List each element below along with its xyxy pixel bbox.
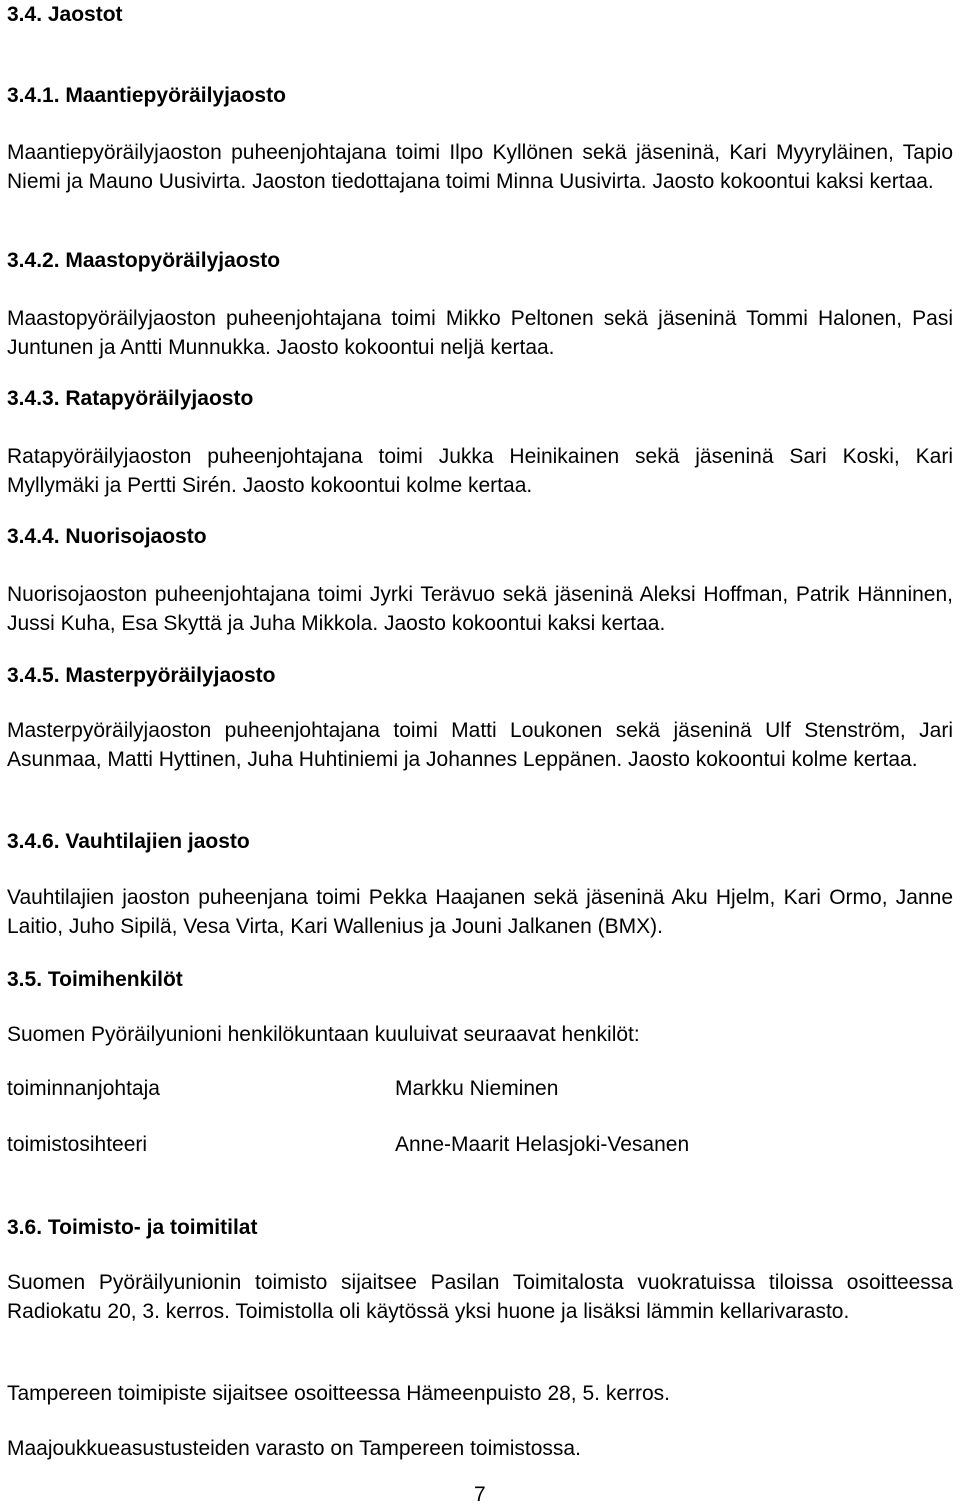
section-heading-3-4: 3.4. Jaostot: [7, 3, 123, 26]
paragraph-3-4-5: Masterpyöräilyjaoston puheenjohtajana toimi Matti Loukonen sekä jäseninä Ulf Stenström, Jari Asunmaa, Matti Hyttinen, Juha Huhtiniemi ja Johannes Leppänen. Jaosto kokoontui kolme kertaa.: [7, 719, 953, 771]
paragraph-3-4-4: Nuorisojaoston puheenjohtajana toimi Jyrki Terävuo sekä jäseninä Aleksi Hoffman, Patrik Hänninen, Jussi Kuha, Esa Skyttä ja Juha Mikkola. Jaosto kokoontui kaksi kertaa.: [7, 583, 953, 635]
section-heading-3-6: 3.6. Toimisto- ja toimitilat: [7, 1216, 258, 1239]
paragraph-3-6-storage: Maajoukkueasustusteiden varasto on Tampereen toimistossa.: [7, 1437, 581, 1460]
paragraph-3-6-tampere: Tampereen toimipiste sijaitsee osoitteessa Hämeenpuisto 28, 5. kerros.: [7, 1382, 670, 1405]
section-heading-3-5: 3.5. Toimihenkilöt: [7, 968, 183, 991]
staff-name: Markku Nieminen: [395, 1077, 559, 1100]
section-heading-3-4-1: 3.4.1. Maantiepyöräilyjaosto: [7, 84, 286, 107]
paragraph-3-6-office: Suomen Pyöräilyunionin toimisto sijaitsee Pasilan Toimitalosta vuokratuissa tiloissa osoitteessa Radiokatu 20, 3. kerros. Toimistolla oli käytössä yksi huone ja lisäksi lämmin kellarivarasto.: [7, 1271, 953, 1323]
section-heading-3-4-3: 3.4.3. Ratapyöräilyjaosto: [7, 387, 254, 410]
staff-role: toimistosihteeri: [7, 1133, 148, 1156]
staff-intro: Suomen Pyöräilyunioni henkilökuntaan kuuluivat seuraavat henkilöt:: [7, 1023, 640, 1046]
paragraph-3-4-6: Vauhtilajien jaoston puheenjana toimi Pekka Haajanen sekä jäseninä Aku Hjelm, Kari Ormo, Janne Laitio, Juho Sipilä, Vesa Virta, Kari Wallenius ja Jouni Jalkanen (BMX).: [7, 886, 953, 938]
paragraph-3-4-3: Ratapyöräilyjaoston puheenjohtajana toimi Jukka Heinikainen sekä jäseninä Sari Koski, Kari Myllymäki ja Pertti Sirén. Jaosto kokoontui kolme kertaa.: [7, 445, 953, 497]
section-heading-3-4-2: 3.4.2. Maastopyöräilyjaosto: [7, 249, 281, 272]
section-heading-3-4-6: 3.4.6. Vauhtilajien jaosto: [7, 830, 250, 853]
paragraph-3-4-2: Maastopyöräilyjaoston puheenjohtajana toimi Mikko Peltonen sekä jäseninä Tommi Halonen, Pasi Juntunen ja Antti Munnukka. Jaosto kokoontui neljä kertaa.: [7, 307, 953, 359]
paragraph-3-4-1: Maantiepyöräilyjaoston puheenjohtajana toimi Ilpo Kyllönen sekä jäseninä, Kari Myyryläinen, Tapio Niemi ja Mauno Uusivirta. Jaoston tiedottajana toimi Minna Uusivirta. Jaosto kokoontui kaksi kertaa.: [7, 141, 953, 193]
section-heading-3-4-5: 3.4.5. Masterpyöräilyjaosto: [7, 664, 276, 687]
page-number: 7: [474, 1483, 486, 1506]
section-heading-3-4-4: 3.4.4. Nuorisojaosto: [7, 525, 207, 548]
staff-name: Anne-Maarit Helasjoki-Vesanen: [395, 1133, 690, 1156]
staff-role: toiminnanjohtaja: [7, 1077, 160, 1100]
